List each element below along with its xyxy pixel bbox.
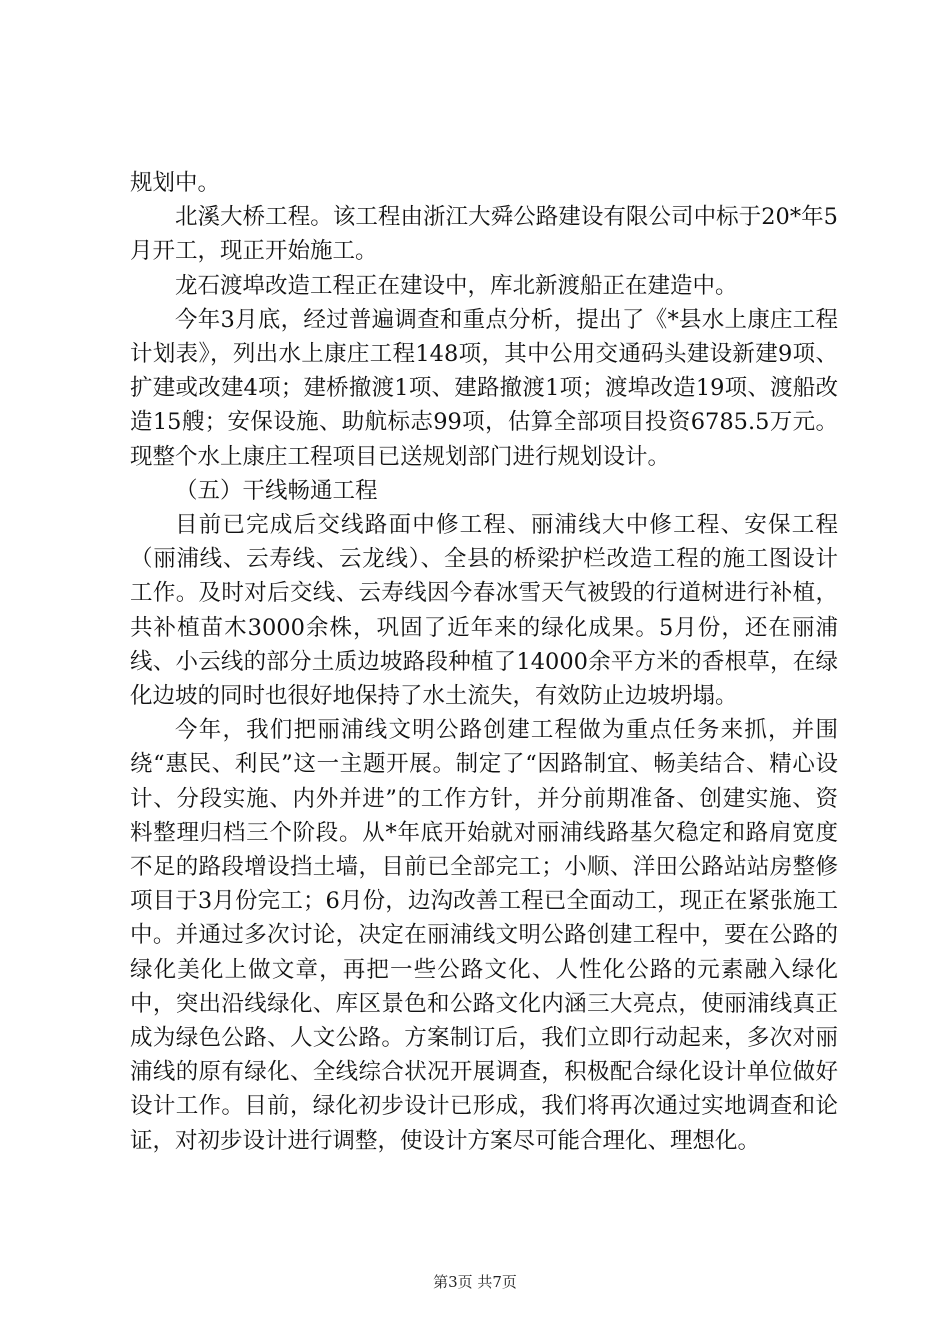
paragraph: 今年，我们把丽浦线文明公路创建工程做为重点任务来抓，并围绕“惠民、利民”这一主题开展。制定了“因路制宜、畅美结合、精心设计、分段实施、内外并进”的工作方针，并分前期准备、创建实施、资料整理归档三个阶段。从*年底开始就对丽浦线路基欠稳定和路肩宽度不足的路段增设挡土墙，目前已全部完工；小顺、洋田公路站站房整修项目于3月份完工；6月份，边沟改善工程已全面动工，现正在紧张施工中。并通过多次讨论，决定在丽浦线文明公路创建工程中，要在公路的绿化美化上做文章，再把一些公路文化、人性化公路的元素融入绿化中，突出沿线绿化、库区景色和公路文化内涵三大亮点，使丽浦线真正成为绿色公路、人文公路。方案制订后，我们立即行动起来，多次对丽浦线的原有绿化、全线综合状况开展调查，积极配合绿化设计单位做好设计工作。目前，绿化初步设计已形成，我们将再次通过实地调查和论证，对初步设计进行调整，使设计方案尽可能合理化、理想化。 (130, 717, 838, 1154)
section-heading: （五）干线畅通工程 (175, 477, 378, 504)
paragraph: 规划中。 (130, 170, 221, 196)
paragraph: 目前已完成后交线路面中修工程、丽浦线大中修工程、安保工程（丽浦线、云寿线、云龙线）、全县的桥梁护栏改造工程的施工图设计工作。及时对后交线、云寿线因今春冰雪天气被毁的行道树进行补植，共补植苗木3000余株，巩固了近年来的绿化成果。5月份，还在丽浦线、小云线的部分土质边坡路段种植了14000余平方米的香根草，在绿化边坡的同时也很好地保持了水土流失，有效防止边坡坍塌。 (130, 512, 838, 710)
paragraph: 北溪大桥工程。该工程由浙江大舜公路建设有限公司中标于20*年5月开工，现正开始施工。 (130, 204, 838, 265)
page-number: 第3页 共7页 (433, 1273, 517, 1291)
page-footer (0, 1272, 950, 1292)
document-body (130, 166, 838, 1158)
paragraph: 龙石渡埠改造工程正在建设中，库北新渡船正在建造中。 (175, 272, 738, 299)
paragraph: 今年3月底，经过普遍调查和重点分析，提出了《*县水上康庄工程计划表》，列出水上康庄工程148项，其中公用交通码头建设新建9项、扩建或改建4项；建桥撤渡1项、建路撤渡1项；渡埠改造19项、渡船改造15艘；安保设施、助航标志99项，估算全部项目投资6785.5万元。现整个水上康庄工程项目已送规划部门进行规划设计。 (130, 306, 838, 470)
